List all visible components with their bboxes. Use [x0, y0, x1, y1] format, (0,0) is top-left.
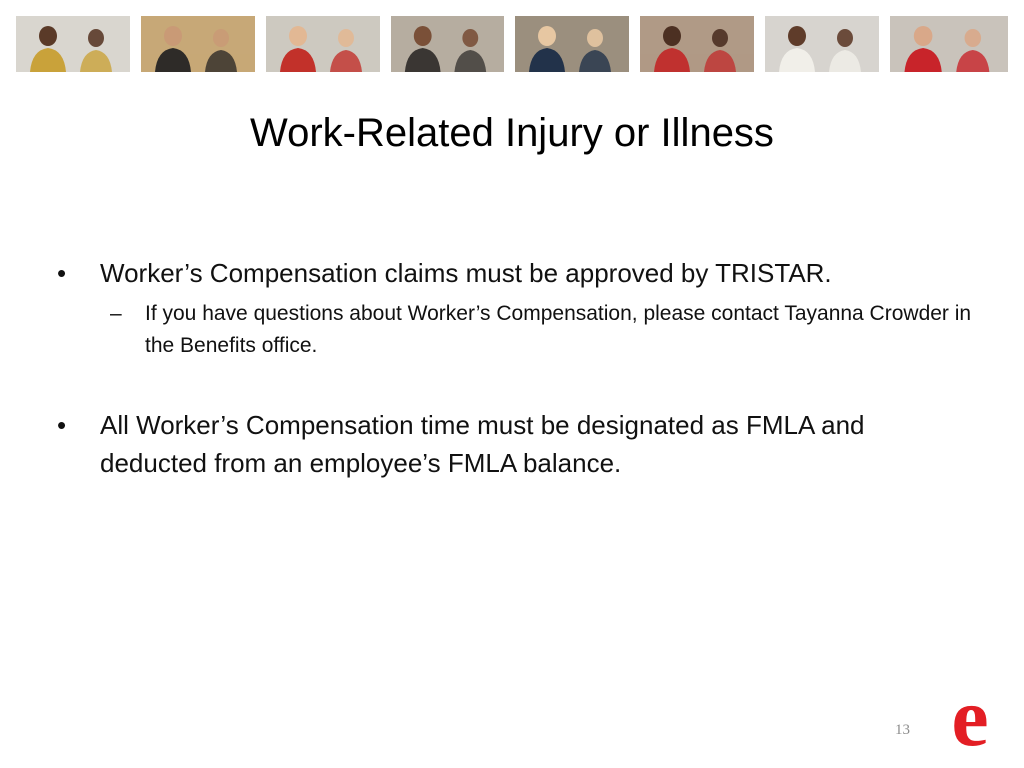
photo-women-reading — [640, 16, 754, 72]
photo-student-with-model — [16, 16, 130, 72]
page-number: 13 — [895, 722, 910, 738]
bullet-item — [52, 406, 972, 482]
dash-marker: – — [110, 302, 122, 325]
bullet-text: Worker’s Compensation claims must be approved by TRISTAR. — [100, 258, 832, 288]
photo-office-workers — [515, 16, 629, 72]
photo-student-with-newspaper — [141, 16, 255, 72]
bullet-item — [52, 254, 972, 292]
photo-laboratory — [765, 16, 879, 72]
photo-dental-lab — [266, 16, 380, 72]
bullet-text: All Worker’s Compensation time must be designated as FMLA and deducted from an employee’s FMLA balance. — [100, 410, 865, 478]
slide-body — [52, 254, 972, 482]
sub-bullet-item — [52, 298, 972, 362]
slide-title: Work-Related Injury or Illness — [250, 111, 774, 155]
photo-medical-training — [890, 16, 1008, 72]
photo-men-in-suits — [391, 16, 504, 72]
header-photo-strip — [16, 16, 1008, 72]
brand-logo — [930, 687, 1010, 751]
bullet-marker: • — [57, 258, 67, 288]
logo-letter: e — [951, 687, 989, 751]
sub-bullet-text: If you have questions about Worker’s Compensation, please contact Tayanna Crowder in the Benefits office. — [145, 302, 972, 357]
bullet-marker: • — [57, 410, 67, 440]
